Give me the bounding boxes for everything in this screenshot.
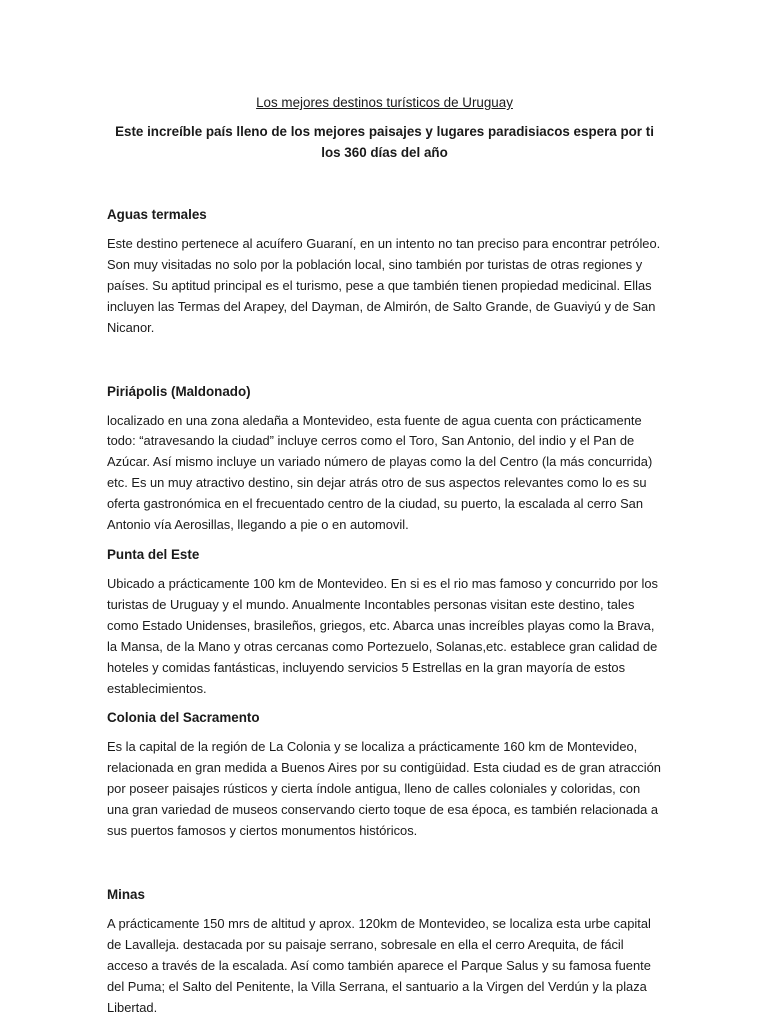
section-body-aguas-termales: Este destino pertenece al acuífero Guaraní, en un intento no tan preciso para encontrar petróleo. Son muy visitadas no solo por la población local, sino también por turistas de otras regiones y países. Su aptitud principal es el turismo, pese a que también tienen propiedad medicinal. Ellas incluyen las Termas del Arapey, del Dayman, de Almirón, de Salto Grande, de Guaviyú y de San Nicanor.	[107, 236, 661, 335]
section-heading-punta-del-este: Punta del Este	[107, 546, 200, 562]
section-heading-aguas-termales: Aguas termales	[107, 207, 207, 222]
section-heading-minas: Minas	[107, 886, 145, 902]
section-heading-colonia: Colonia del Sacramento	[107, 710, 260, 726]
section-body-colonia: Es la capital de la región de La Colonia y se localiza a prácticamente 160 km de Montevideo, relacionada en gran medida a Buenos Aires por su contigüidad. Esta ciudad es de gran atracción por poseer paisajes rústicos y cierta índole antigua, lleno de calles coloniales y coloridas, con una gran variedad de museos conservando cierto toque de esa época, es también relacionada a sus puertos famosos y ciertos monumentos históricos.	[107, 739, 661, 839]
section-body-punta-del-este: Ubicado a prácticamente 100 km de Montevideo. En si es el rio mas famoso y concurrido por los turistas de Uruguay y el mundo. Anualmente Incontables personas visitan este destino, tales como Estado Unidenses, brasileños, griegos, etc. Abarca unas increíbles playas como la Brava, la Mansa, de la Mano y otras cercanas como Portezuelo, Solanas,etc. establece gran calidad de hoteles y comidas fantásticas, incluyendo servicios 5 Estrellas en la gran mayoría de estos establecimientos.	[107, 575, 658, 696]
document-subtitle: Este increíble país lleno de los mejores paisajes y lugares paradisiacos espera por ti los 360 días del año	[115, 124, 654, 160]
section-body-minas: A prácticamente 150 mrs de altitud y aprox. 120km de Montevideo, se localiza esta urbe capital de Lavalleja. destacada por su paisaje serrano, sobresale en ella el cerro Arequita, de fácil acceso a través de la escalada. Así como también aparece el Parque Salus y su famosa fuente del Puma; el Salto del Penitente, la Villa Serrana, el santuario a la Virgen del Verdún y la plaza Libertad.	[107, 915, 651, 1015]
section-heading-piriapolis: Piriápolis (Maldonado)	[107, 383, 251, 399]
section-body-piriapolis: localizado en una zona aledaña a Montevideo, esta fuente de agua cuenta con prácticamente todo: “atravesando la ciudad” incluye cerros como el Toro, San Antonio, del indio y el Pan de Azúcar. Así mismo incluye un variado número de playas como la del Centro (la más concurrida) etc. Es un muy atractivo destino, sin dejar atrás otro de sus aspectos relevantes como lo es su oferta gastronómica en el frecuentado centro de la ciudad, su puerto, la escalada al cerro San Antonio vía Aerosillas, llegando a pie o en automovil.	[107, 412, 653, 533]
document-title: Los mejores destinos turísticos de Uruguay	[256, 95, 513, 110]
